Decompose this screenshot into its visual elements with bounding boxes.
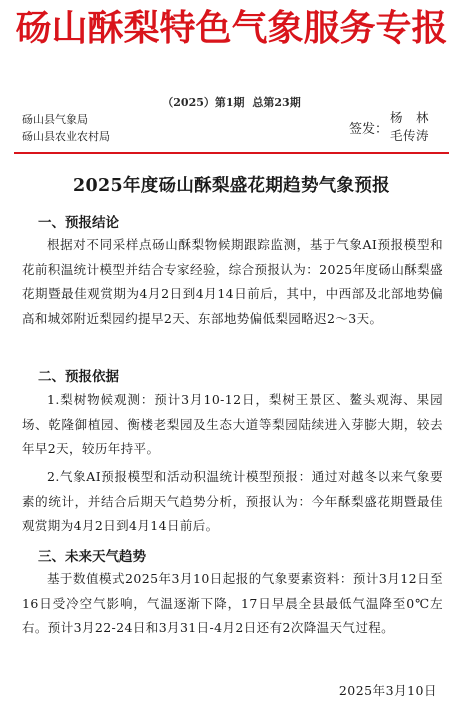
basis-paragraph-1: 1.梨树物候观测：预计3月10-12日，梨树王景区、鳌头观海、果园场、乾隆御植园、衡楼老梨园及生态大道等梨园陆续进入芽膨大期，较去年早2天，较历年持平。: [22, 392, 443, 456]
issue-date: 2025年3月10日: [338, 683, 437, 698]
issue-year: （2025）第1期: [162, 96, 245, 109]
org-agriculture-bureau: 砀山县农业农村局: [22, 130, 110, 143]
header-divider: [14, 152, 449, 154]
section-heading-conclusion: 一、预报结论: [38, 215, 119, 231]
org-weather-bureau: 砀山县气象局: [22, 113, 88, 126]
basis-paragraph-2: 2.气象AI预报模型和活动积温统计模型预报：通过对越冬以来气象要素的统计，并结合后期天气趋势分析，预报认为：今年酥梨盛花期暨最佳观赏期为4月2日到4月14日前后。: [22, 469, 443, 533]
signer-1: 杨 林: [390, 110, 430, 125]
document-title: 2025年度砀山酥梨盛花期趋势气象预报: [73, 176, 390, 196]
issue-number: [0, 94, 463, 110]
sign-label: 签发：: [349, 122, 389, 137]
masthead-title: 砀山酥梨特色气象服务专报: [15, 7, 448, 49]
section-heading-weather: 三、未来天气趋势: [38, 549, 146, 565]
signer-2: 毛传涛: [390, 128, 430, 143]
conclusion-paragraph: 根据对不同采样点砀山酥梨物候期跟踪监测，基于气象AI预报模型和花前积温统计模型并结合专家经验，综合预报认为：2025年度砀山酥梨盛花期暨最佳观赏期为4月2日到4月14日前后，其中，中西部及北部地势偏高和城郊附近梨园约提早2天、东部地势偏低梨园略迟2～3天。: [22, 237, 443, 326]
weather-paragraph: 基于数值模式2025年3月10日起报的气象要素资料：预计3月12日至16日受冷空气影响，气温逐渐下降，17日早晨全县最低气温降至0℃左右。预计3月22-24日和3月31日-4月2日还有2次降温天气过程。: [22, 571, 443, 635]
section-heading-basis: 二、预报依据: [38, 369, 119, 385]
issue-total: 总第23期: [252, 96, 301, 109]
